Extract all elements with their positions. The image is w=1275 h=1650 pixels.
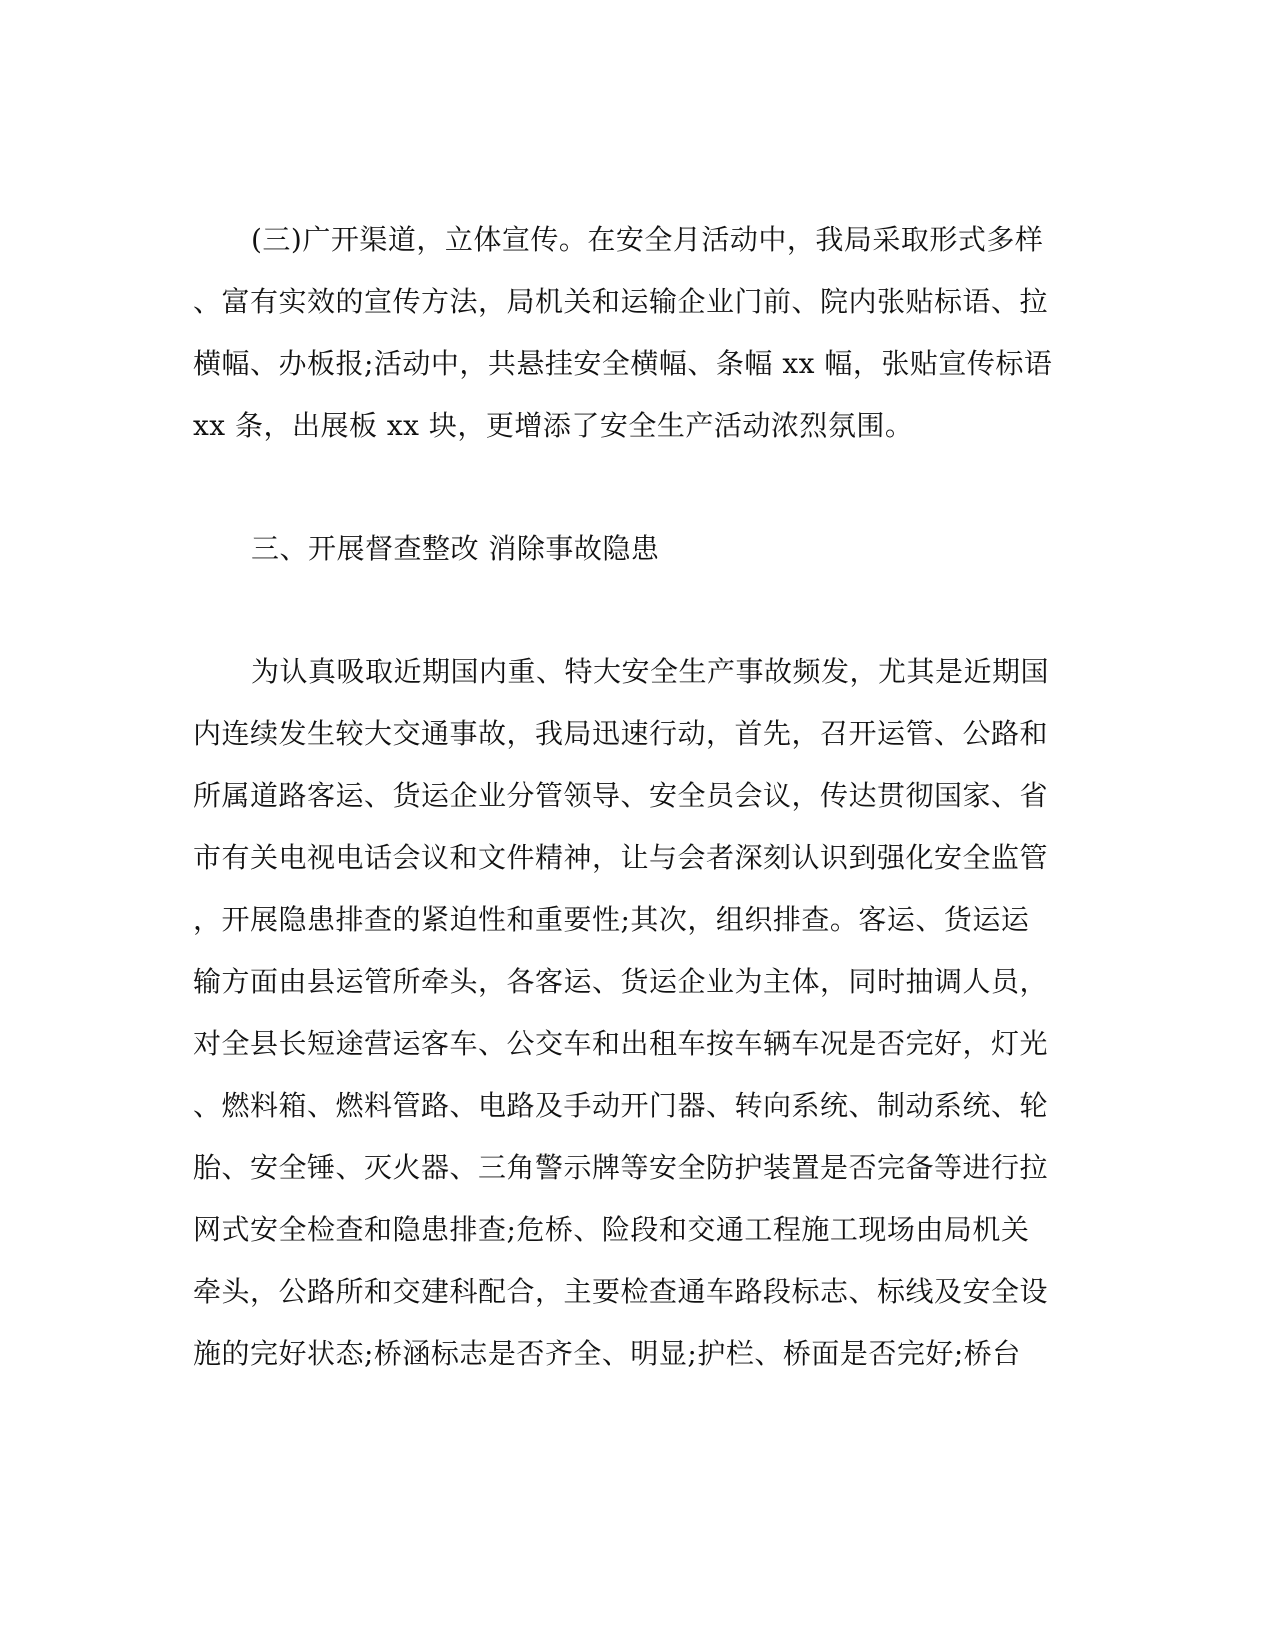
paragraph-line: 、富有实效的宣传方法，局机关和运输企业门前、院内张贴标语、拉	[193, 285, 1049, 318]
paragraph-line: xx 条，出展板 xx 块，更增添了安全生产活动浓烈氛围。	[193, 409, 914, 442]
paragraph-line: (三)广开渠道，立体宣传。在安全月活动中，我局采取形式多样	[251, 223, 1044, 256]
paragraph-line: 对全县长短途营运客车、公交车和出租车按车辆车况是否完好，灯光	[193, 1027, 1049, 1060]
paragraph-line: 内连续发生较大交通事故，我局迅速行动，首先，召开运管、公路和	[193, 717, 1049, 750]
paragraph-line: 、燃料箱、燃料管路、电路及手动开门器、转向系统、制动系统、轮	[193, 1089, 1049, 1122]
paragraph-line: ，开展隐患排查的紧迫性和重要性;其次，组织排查。客运、货运运	[193, 903, 1030, 936]
paragraph-line: 横幅、办板报;活动中，共悬挂安全横幅、条幅 xx 幅，张贴宣传标语	[193, 347, 1053, 380]
paragraph-line: 胎、安全锤、灭火器、三角警示牌等安全防护装置是否完备等进行拉	[193, 1151, 1049, 1184]
paragraph-line: 网式安全检查和隐患排查;危桥、险段和交通工程施工现场由局机关	[193, 1213, 1030, 1246]
paragraph-line: 输方面由县运管所牵头，各客运、货运企业为主体，同时抽调人员，	[193, 965, 1049, 998]
paragraph-line: 所属道路客运、货运企业分管领导、安全员会议，传达贯彻国家、省	[193, 779, 1049, 812]
paragraph-line: 牵头，公路所和交建科配合，主要检查通车路段标志、标线及安全设	[193, 1275, 1049, 1308]
paragraph-line: 市有关电视电话会议和文件精神，让与会者深刻认识到强化安全监管	[193, 841, 1049, 874]
paragraph-line: 施的完好状态;桥涵标志是否齐全、明显;护栏、桥面是否完好;桥台	[193, 1337, 1021, 1370]
section-heading: 三、开展督查整改 消除事故隐患	[251, 532, 660, 565]
paragraph-line: 为认真吸取近期国内重、特大安全生产事故频发，尤其是近期国	[251, 655, 1050, 688]
